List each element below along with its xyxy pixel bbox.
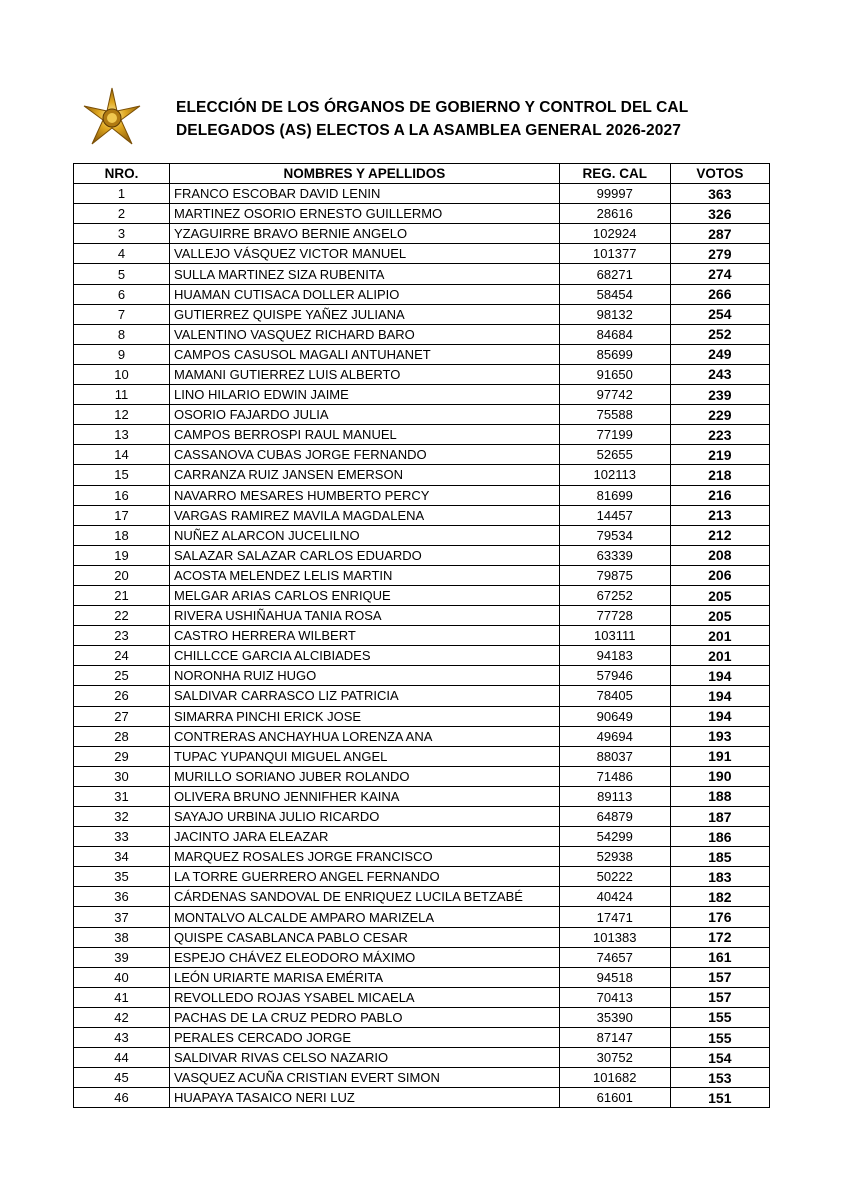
delegate-name: SAYAJO URBINA JULIO RICARDO	[170, 807, 560, 827]
reg-cal-number: 54299	[559, 827, 670, 847]
delegate-name: OSORIO FAJARDO JULIA	[170, 405, 560, 425]
reg-cal-number: 14457	[559, 505, 670, 525]
row-number: 38	[74, 927, 170, 947]
vote-count: 249	[670, 344, 769, 364]
delegate-name: SALDIVAR RIVAS CELSO NAZARIO	[170, 1048, 560, 1068]
table-row	[74, 847, 770, 867]
delegate-name: OLIVERA BRUNO JENNIFHER KAINA	[170, 786, 560, 806]
reg-cal-number: 91650	[559, 364, 670, 384]
vote-count: 183	[670, 867, 769, 887]
reg-cal-number: 49694	[559, 726, 670, 746]
vote-count: 190	[670, 766, 769, 786]
vote-count: 186	[670, 827, 769, 847]
row-number: 6	[74, 284, 170, 304]
row-number: 14	[74, 445, 170, 465]
delegate-name: SIMARRA PINCHI ERICK JOSE	[170, 706, 560, 726]
table-row	[74, 1068, 770, 1088]
row-number: 1	[74, 184, 170, 204]
row-number: 23	[74, 626, 170, 646]
row-number: 2	[74, 204, 170, 224]
row-number: 12	[74, 405, 170, 425]
reg-cal-number: 58454	[559, 284, 670, 304]
reg-cal-number: 67252	[559, 585, 670, 605]
vote-count: 161	[670, 947, 769, 967]
vote-count: 279	[670, 244, 769, 264]
reg-cal-number: 94518	[559, 967, 670, 987]
table-row	[74, 505, 770, 525]
reg-cal-number: 88037	[559, 746, 670, 766]
table-row	[74, 284, 770, 304]
delegate-name: YZAGUIRRE BRAVO BERNIE ANGELO	[170, 224, 560, 244]
delegate-name: SULLA MARTINEZ SIZA RUBENITA	[170, 264, 560, 284]
row-number: 8	[74, 324, 170, 344]
document-title	[176, 96, 688, 142]
table-row	[74, 244, 770, 264]
vote-count: 201	[670, 646, 769, 666]
reg-cal-number: 68271	[559, 264, 670, 284]
column-header-reg-cal: REG. CAL	[559, 164, 670, 184]
delegate-name: HUAPAYA TASAICO NERI LUZ	[170, 1088, 560, 1108]
table-row	[74, 626, 770, 646]
delegate-name: GUTIERREZ QUISPE YAÑEZ JULIANA	[170, 304, 560, 324]
reg-cal-number: 79875	[559, 565, 670, 585]
reg-cal-number: 28616	[559, 204, 670, 224]
table-row	[74, 987, 770, 1007]
row-number: 36	[74, 887, 170, 907]
vote-count: 153	[670, 1068, 769, 1088]
vote-count: 157	[670, 967, 769, 987]
table-header-row	[74, 164, 770, 184]
row-number: 41	[74, 987, 170, 1007]
reg-cal-number: 102924	[559, 224, 670, 244]
delegate-name: VASQUEZ ACUÑA CRISTIAN EVERT SIMON	[170, 1068, 560, 1088]
delegate-name: PERALES CERCADO JORGE	[170, 1028, 560, 1048]
vote-count: 154	[670, 1048, 769, 1068]
vote-count: 191	[670, 746, 769, 766]
reg-cal-number: 90649	[559, 706, 670, 726]
reg-cal-number: 94183	[559, 646, 670, 666]
delegate-name: REVOLLEDO ROJAS YSABEL MICAELA	[170, 987, 560, 1007]
delegate-name: CASSANOVA CUBAS JORGE FERNANDO	[170, 445, 560, 465]
title-line-1: ELECCIÓN DE LOS ÓRGANOS DE GOBIERNO Y CONTROL DEL CAL	[176, 99, 689, 116]
delegate-name: FRANCO ESCOBAR DAVID LENIN	[170, 184, 560, 204]
table-row	[74, 947, 770, 967]
vote-count: 252	[670, 324, 769, 344]
table-row	[74, 385, 770, 405]
row-number: 20	[74, 565, 170, 585]
row-number: 32	[74, 807, 170, 827]
reg-cal-number: 77199	[559, 425, 670, 445]
vote-count: 266	[670, 284, 769, 304]
delegate-name: QUISPE CASABLANCA PABLO CESAR	[170, 927, 560, 947]
row-number: 45	[74, 1068, 170, 1088]
reg-cal-number: 98132	[559, 304, 670, 324]
row-number: 15	[74, 465, 170, 485]
table-row	[74, 364, 770, 384]
row-number: 28	[74, 726, 170, 746]
vote-count: 212	[670, 525, 769, 545]
vote-count: 218	[670, 465, 769, 485]
row-number: 13	[74, 425, 170, 445]
table-row	[74, 927, 770, 947]
table-row	[74, 565, 770, 585]
reg-cal-number: 101377	[559, 244, 670, 264]
vote-count: 172	[670, 927, 769, 947]
column-header-names: NOMBRES Y APELLIDOS	[170, 164, 560, 184]
vote-count: 287	[670, 224, 769, 244]
reg-cal-number: 64879	[559, 807, 670, 827]
table-row	[74, 445, 770, 465]
delegate-name: MARTINEZ OSORIO ERNESTO GUILLERMO	[170, 204, 560, 224]
vote-count: 157	[670, 987, 769, 1007]
vote-count: 254	[670, 304, 769, 324]
delegate-name: PACHAS DE LA CRUZ PEDRO PABLO	[170, 1007, 560, 1027]
row-number: 11	[74, 385, 170, 405]
reg-cal-number: 97742	[559, 385, 670, 405]
vote-count: 229	[670, 405, 769, 425]
reg-cal-number: 79534	[559, 525, 670, 545]
reg-cal-number: 99997	[559, 184, 670, 204]
table-row	[74, 224, 770, 244]
table-row	[74, 827, 770, 847]
vote-count: 208	[670, 545, 769, 565]
vote-count: 155	[670, 1028, 769, 1048]
vote-count: 185	[670, 847, 769, 867]
table-row	[74, 967, 770, 987]
row-number: 42	[74, 1007, 170, 1027]
row-number: 33	[74, 827, 170, 847]
delegate-name: MONTALVO ALCALDE AMPARO MARIZELA	[170, 907, 560, 927]
delegate-name: SALDIVAR CARRASCO LIZ PATRICIA	[170, 686, 560, 706]
vote-count: 243	[670, 364, 769, 384]
delegate-name: VALENTINO VASQUEZ RICHARD BARO	[170, 324, 560, 344]
table-row	[74, 666, 770, 686]
delegate-name: CAMPOS BERROSPI RAUL MANUEL	[170, 425, 560, 445]
table-row	[74, 525, 770, 545]
table-row	[74, 606, 770, 626]
reg-cal-number: 81699	[559, 485, 670, 505]
table-row	[74, 646, 770, 666]
row-number: 18	[74, 525, 170, 545]
vote-count: 155	[670, 1007, 769, 1027]
reg-cal-number: 71486	[559, 766, 670, 786]
reg-cal-number: 89113	[559, 786, 670, 806]
table-row	[74, 1048, 770, 1068]
table-row	[74, 204, 770, 224]
table-row	[74, 324, 770, 344]
vote-count: 219	[670, 445, 769, 465]
table-row	[74, 304, 770, 324]
row-number: 30	[74, 766, 170, 786]
delegate-name: TUPAC YUPANQUI MIGUEL ANGEL	[170, 746, 560, 766]
title-line-2: DELEGADOS (AS) ELECTOS A LA ASAMBLEA GENERAL 2026-2027	[176, 122, 681, 139]
reg-cal-number: 70413	[559, 987, 670, 1007]
vote-count: 326	[670, 204, 769, 224]
row-number: 29	[74, 746, 170, 766]
table-row	[74, 766, 770, 786]
delegate-name: CONTRERAS ANCHAYHUA LORENZA ANA	[170, 726, 560, 746]
row-number: 25	[74, 666, 170, 686]
delegate-name: LINO HILARIO EDWIN JAIME	[170, 385, 560, 405]
row-number: 19	[74, 545, 170, 565]
reg-cal-number: 40424	[559, 887, 670, 907]
table-row	[74, 807, 770, 827]
vote-count: 216	[670, 485, 769, 505]
delegate-name: MELGAR ARIAS CARLOS ENRIQUE	[170, 585, 560, 605]
table-row	[74, 1088, 770, 1108]
row-number: 35	[74, 867, 170, 887]
delegate-name: CARRANZA RUIZ JANSEN EMERSON	[170, 465, 560, 485]
delegate-name: CÁRDENAS SANDOVAL DE ENRIQUEZ LUCILA BETZABÉ	[170, 887, 560, 907]
row-number: 43	[74, 1028, 170, 1048]
row-number: 22	[74, 606, 170, 626]
table-row	[74, 1007, 770, 1027]
reg-cal-number: 74657	[559, 947, 670, 967]
reg-cal-number: 75588	[559, 405, 670, 425]
vote-count: 176	[670, 907, 769, 927]
row-number: 3	[74, 224, 170, 244]
table-row	[74, 887, 770, 907]
delegate-name: MAMANI GUTIERREZ LUIS ALBERTO	[170, 364, 560, 384]
reg-cal-number: 87147	[559, 1028, 670, 1048]
delegate-name: NUÑEZ ALARCON JUCELILNO	[170, 525, 560, 545]
vote-count: 223	[670, 425, 769, 445]
row-number: 34	[74, 847, 170, 867]
table-row	[74, 405, 770, 425]
delegate-name: RIVERA USHIÑAHUA TANIA ROSA	[170, 606, 560, 626]
delegate-name: CASTRO HERRERA WILBERT	[170, 626, 560, 646]
delegate-name: MURILLO SORIANO JUBER ROLANDO	[170, 766, 560, 786]
vote-count: 194	[670, 706, 769, 726]
vote-count: 213	[670, 505, 769, 525]
table-row	[74, 726, 770, 746]
delegate-name: LEÓN URIARTE MARISA EMÉRITA	[170, 967, 560, 987]
vote-count: 201	[670, 626, 769, 646]
reg-cal-number: 35390	[559, 1007, 670, 1027]
vote-count: 182	[670, 887, 769, 907]
vote-count: 205	[670, 585, 769, 605]
table-row	[74, 706, 770, 726]
delegate-name: NAVARRO MESARES HUMBERTO PERCY	[170, 485, 560, 505]
reg-cal-number: 52655	[559, 445, 670, 465]
table-row	[74, 867, 770, 887]
table-row	[74, 184, 770, 204]
vote-count: 194	[670, 686, 769, 706]
delegate-name: HUAMAN CUTISACA DOLLER ALIPIO	[170, 284, 560, 304]
row-number: 16	[74, 485, 170, 505]
table-row	[74, 545, 770, 565]
reg-cal-number: 85699	[559, 344, 670, 364]
delegate-name: SALAZAR SALAZAR CARLOS EDUARDO	[170, 545, 560, 565]
row-number: 9	[74, 344, 170, 364]
delegate-name: MARQUEZ ROSALES JORGE FRANCISCO	[170, 847, 560, 867]
row-number: 46	[74, 1088, 170, 1108]
reg-cal-number: 57946	[559, 666, 670, 686]
table-row	[74, 746, 770, 766]
column-header-nro: NRO.	[74, 164, 170, 184]
row-number: 39	[74, 947, 170, 967]
row-number: 7	[74, 304, 170, 324]
row-number: 37	[74, 907, 170, 927]
table-row	[74, 585, 770, 605]
vote-count: 151	[670, 1088, 769, 1108]
row-number: 31	[74, 786, 170, 806]
reg-cal-number: 30752	[559, 1048, 670, 1068]
delegate-name: CAMPOS CASUSOL MAGALI ANTUHANET	[170, 344, 560, 364]
row-number: 5	[74, 264, 170, 284]
vote-count: 205	[670, 606, 769, 626]
table-row	[74, 1028, 770, 1048]
reg-cal-number: 63339	[559, 545, 670, 565]
row-number: 26	[74, 686, 170, 706]
row-number: 21	[74, 585, 170, 605]
vote-count: 206	[670, 565, 769, 585]
reg-cal-number: 78405	[559, 686, 670, 706]
vote-count: 194	[670, 666, 769, 686]
row-number: 24	[74, 646, 170, 666]
table-row	[74, 686, 770, 706]
reg-cal-number: 102113	[559, 465, 670, 485]
table-row	[74, 907, 770, 927]
reg-cal-number: 103111	[559, 626, 670, 646]
reg-cal-number: 77728	[559, 606, 670, 626]
row-number: 40	[74, 967, 170, 987]
table-row	[74, 465, 770, 485]
table-row	[74, 485, 770, 505]
results-table	[73, 163, 770, 1108]
delegate-name: VARGAS RAMIREZ MAVILA MAGDALENA	[170, 505, 560, 525]
reg-cal-number: 52938	[559, 847, 670, 867]
delegate-name: JACINTO JARA ELEAZAR	[170, 827, 560, 847]
reg-cal-number: 84684	[559, 324, 670, 344]
row-number: 10	[74, 364, 170, 384]
vote-count: 239	[670, 385, 769, 405]
reg-cal-number: 17471	[559, 907, 670, 927]
delegate-name: ESPEJO CHÁVEZ ELEODORO MÁXIMO	[170, 947, 560, 967]
row-number: 44	[74, 1048, 170, 1068]
vote-count: 187	[670, 807, 769, 827]
reg-cal-number: 101682	[559, 1068, 670, 1088]
vote-count: 363	[670, 184, 769, 204]
row-number: 27	[74, 706, 170, 726]
vote-count: 188	[670, 786, 769, 806]
delegate-name: VALLEJO VÁSQUEZ VICTOR MANUEL	[170, 244, 560, 264]
vote-count: 274	[670, 264, 769, 284]
reg-cal-number: 61601	[559, 1088, 670, 1108]
delegate-name: CHILLCCE GARCIA ALCIBIADES	[170, 646, 560, 666]
row-number: 4	[74, 244, 170, 264]
table-row	[74, 344, 770, 364]
delegate-name: ACOSTA MELENDEZ LELIS MARTIN	[170, 565, 560, 585]
vote-count: 193	[670, 726, 769, 746]
table-row	[74, 425, 770, 445]
reg-cal-number: 50222	[559, 867, 670, 887]
delegate-name: LA TORRE GUERRERO ANGEL FERNANDO	[170, 867, 560, 887]
delegate-name: NORONHA RUIZ HUGO	[170, 666, 560, 686]
table-row	[74, 786, 770, 806]
reg-cal-number: 101383	[559, 927, 670, 947]
table-row	[74, 264, 770, 284]
gold-star-emblem-icon	[80, 86, 144, 150]
column-header-votes: VOTOS	[670, 164, 769, 184]
row-number: 17	[74, 505, 170, 525]
